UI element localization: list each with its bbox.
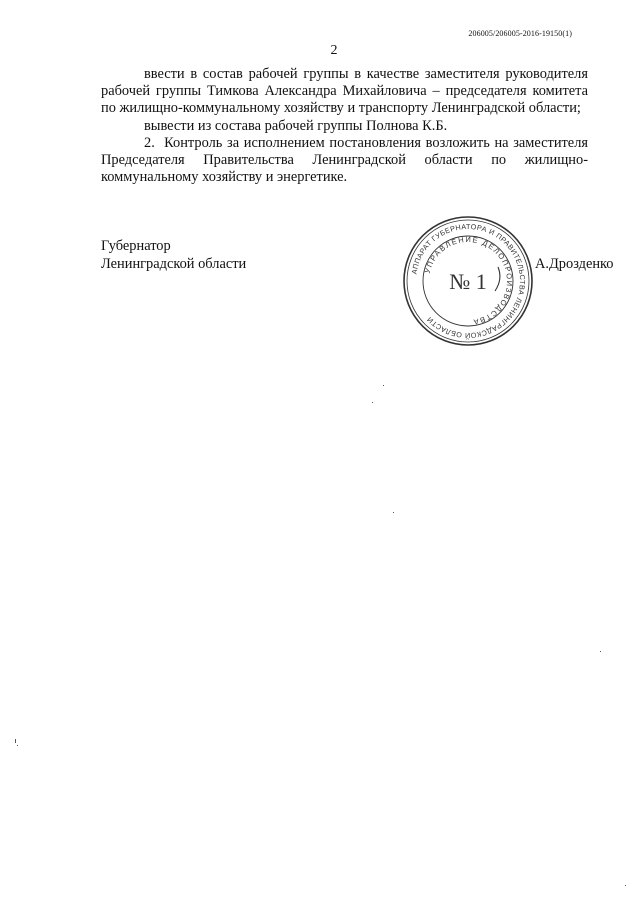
- signatory-title-line2: Ленинградской области: [101, 256, 247, 272]
- signatory-title: [101, 237, 246, 273]
- seal-number: № 1: [449, 269, 487, 294]
- paragraph-control: 2. Контроль за исполнением постановления возложить на заместителя Председателя Правительства Ленинградской области по жилищно-коммунальному хозяйству и энергетике.: [101, 134, 588, 186]
- scan-speck: [600, 651, 601, 652]
- signature-stroke: [495, 267, 500, 291]
- paragraph-remove-member: вывести из состава рабочей группы Полнова К.Б.: [144, 117, 448, 134]
- document-id: 206005/206005-2016-19150(1): [468, 29, 572, 38]
- scan-speck: [625, 885, 626, 886]
- scan-speck: [372, 402, 373, 403]
- scan-speck: [17, 745, 18, 746]
- scan-speck: [393, 512, 394, 513]
- official-seal-stamp: [400, 213, 536, 349]
- scan-speck: [383, 385, 384, 386]
- signatory-title-line1: Губернатор: [101, 238, 171, 254]
- seal-ring-text: АППАРАТ ГУБЕРНАТОРА И ПРАВИТЕЛЬСТВА ЛЕНИНГРАДСКОЙ ОБЛАСТИ: [409, 221, 528, 341]
- document-body: [101, 66, 588, 186]
- seal-inner-text: УПРАВЛЕНИЕ ДЕЛОПРОИЗВОДСТВА: [422, 234, 515, 327]
- signatory-name: А.Дрозденко: [535, 256, 614, 272]
- page-number: 2: [330, 43, 338, 58]
- scan-speck: [15, 739, 16, 743]
- paragraph-add-member: ввести в состав рабочей группы в качестве заместителя руководителя рабочей группы Тимкова Александра Михайловича – председателя комитета по жилищно-коммунальному хозяйству и транспорту Ленинградской области;: [101, 66, 588, 117]
